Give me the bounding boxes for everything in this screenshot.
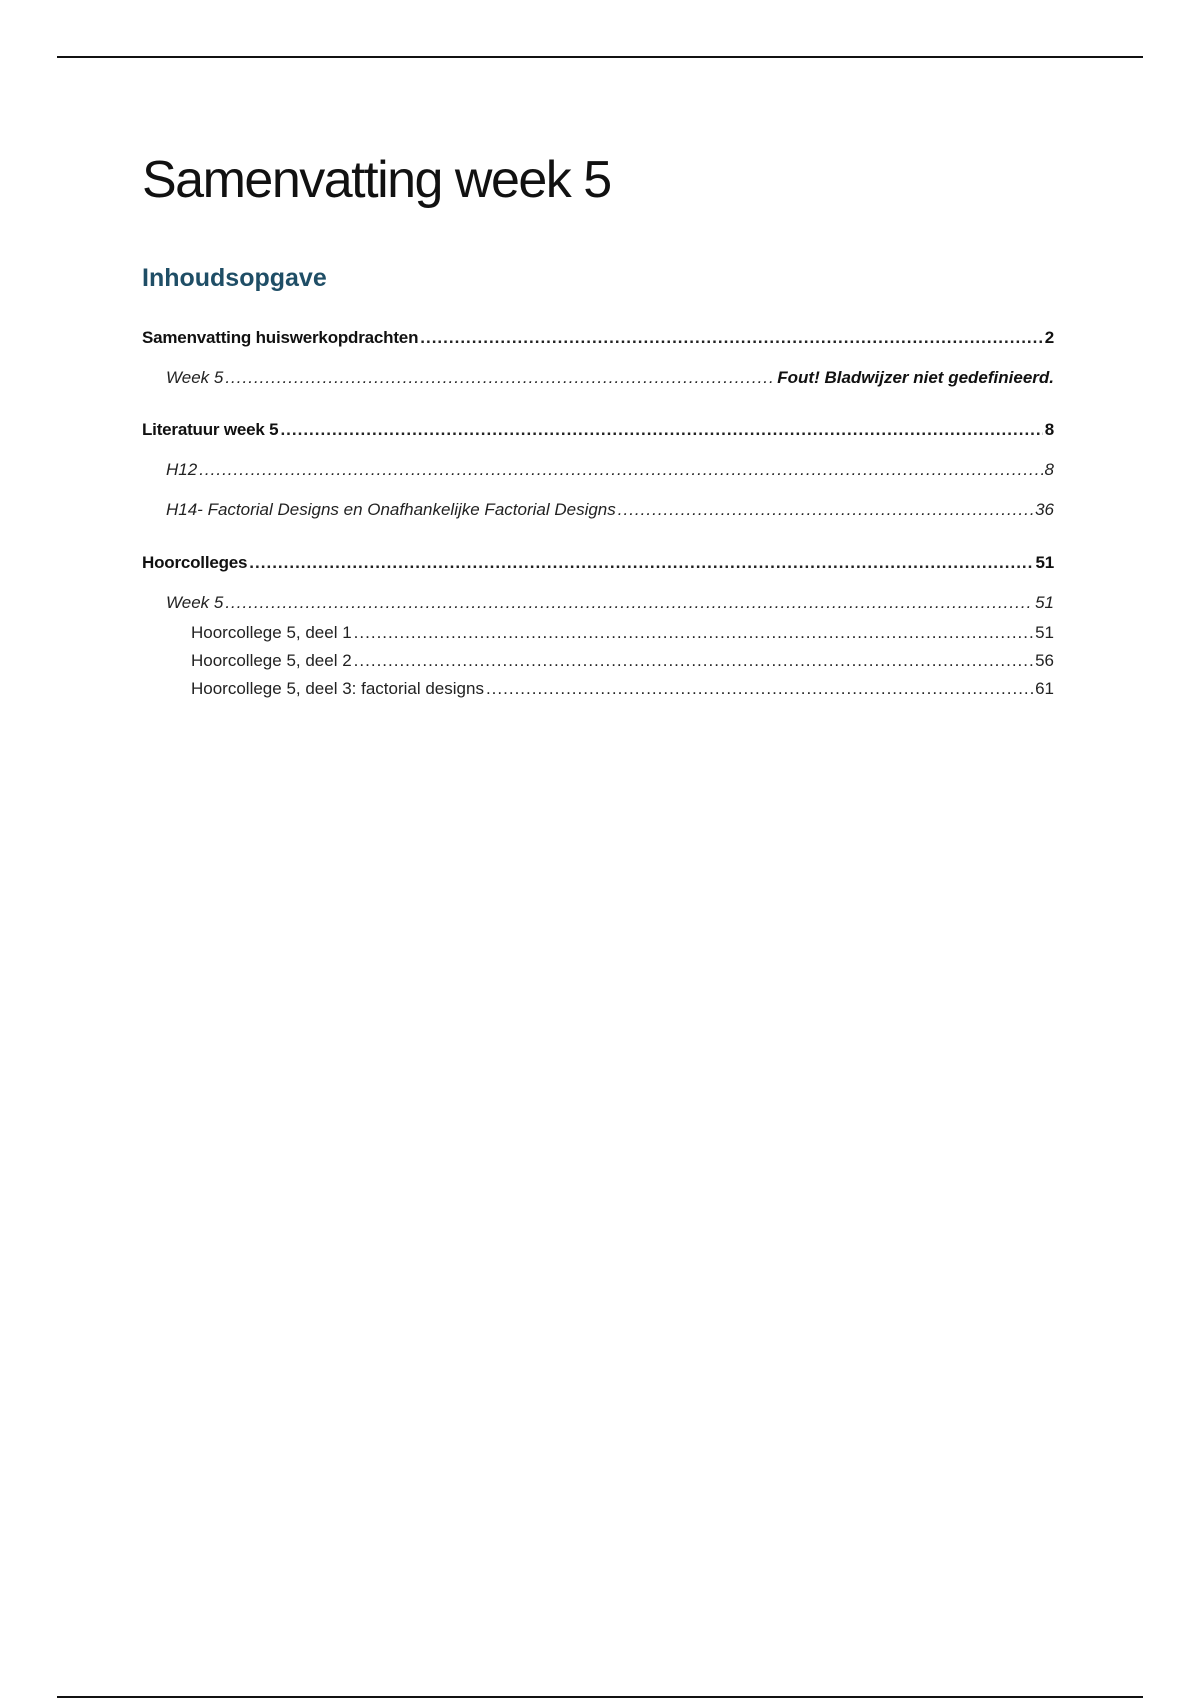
- toc-entry-hoorcollege-5-deel-1[interactable]: [191, 621, 1054, 645]
- document-title: Samenvatting week 5: [142, 151, 611, 209]
- toc-entry-page: 56: [1035, 651, 1054, 670]
- toc-entry-label: Hoorcolleges: [142, 553, 248, 572]
- toc-entry-page: 2: [1044, 328, 1054, 347]
- toc-dot-leader: [420, 326, 1042, 350]
- toc-entry-week-5-huiswerk[interactable]: [166, 366, 1054, 390]
- toc-entry-label: Samenvatting huiswerkopdrachten: [142, 328, 419, 347]
- toc-entry-label: Literatuur week 5: [142, 420, 279, 439]
- toc-entry-label: H12: [166, 460, 198, 479]
- toc-entry-h14[interactable]: [166, 498, 1054, 522]
- toc-entry-page: 51: [1035, 593, 1054, 612]
- toc-entry-literatuur-week-5[interactable]: [142, 418, 1054, 442]
- toc-entry-page: 61: [1035, 679, 1054, 698]
- toc-entry-page: 51: [1035, 623, 1054, 642]
- toc-dot-leader: [280, 418, 1042, 442]
- toc-dot-leader: [354, 649, 1033, 673]
- toc-dot-leader: [486, 677, 1033, 701]
- toc-entry-label: Hoorcollege 5, deel 2: [191, 651, 352, 670]
- toc-dot-leader: [618, 498, 1033, 522]
- toc-entry-label: Hoorcollege 5, deel 3: factorial designs: [191, 679, 484, 698]
- toc-dot-leader: [225, 591, 1033, 615]
- toc-entry-page: 8: [1044, 420, 1054, 439]
- toc-entry-label: Week 5: [166, 368, 224, 387]
- toc-entry-hoorcolleges[interactable]: [142, 551, 1054, 575]
- toc-entry-hoorcollege-5-deel-2[interactable]: [191, 649, 1054, 673]
- toc-entry-error-text: Fout! Bladwijzer niet gedefinieerd.: [777, 368, 1054, 387]
- toc-entry-page: 51: [1035, 553, 1054, 572]
- toc-dot-leader: [199, 458, 1042, 482]
- toc-entry-week-5-hoorcolleges[interactable]: [166, 591, 1054, 615]
- toc-entry-label: Hoorcollege 5, deel 1: [191, 623, 352, 642]
- toc-dot-leader: [354, 621, 1033, 645]
- toc-dot-leader: [225, 366, 775, 390]
- toc-entry-h12[interactable]: [166, 458, 1054, 482]
- toc-entry-samenvatting-huiswerkopdrachten[interactable]: [142, 326, 1054, 350]
- toc-heading: Inhoudsopgave: [142, 264, 327, 292]
- toc-entry-label: H14- Factorial Designs en Onafhankelijke Factorial Designs: [166, 500, 616, 519]
- toc-entry-page: 36: [1035, 500, 1054, 519]
- toc-entry-label: Week 5: [166, 593, 224, 612]
- toc-dot-leader: [249, 551, 1033, 575]
- page-footer-rule: [57, 1696, 1143, 1698]
- toc-entry-hoorcollege-5-deel-3[interactable]: [191, 677, 1054, 701]
- toc-entry-page: 8: [1044, 460, 1054, 479]
